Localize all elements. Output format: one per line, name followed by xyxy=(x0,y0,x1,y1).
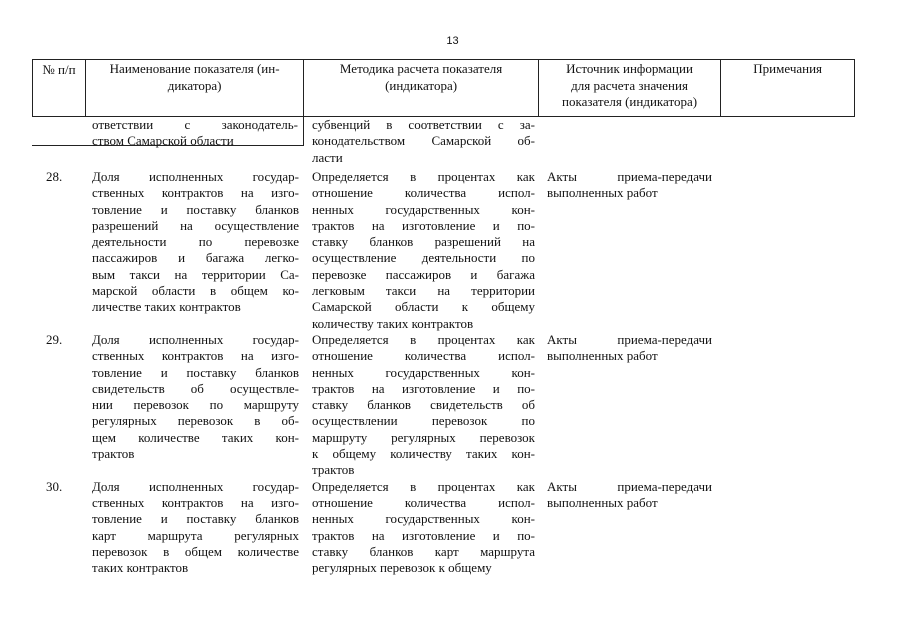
table-body xyxy=(32,117,855,576)
indicator-name-cell xyxy=(32,479,304,577)
continuation-method-line: ласти xyxy=(312,149,343,165)
method-line: количеству таких контрактов xyxy=(312,315,474,331)
method-line: осуществление деятельности по xyxy=(312,250,535,266)
source-line: выполненных работ xyxy=(547,494,658,510)
indicator-name-line: пассажиров и багажа легко- xyxy=(92,250,299,266)
continuation-source-cell xyxy=(539,117,722,169)
method-line: ненных государственных кон- xyxy=(312,201,535,217)
header-col-number xyxy=(33,60,86,116)
method-line: отношение количества испол- xyxy=(312,348,535,364)
header-name-line1: Наименование показателя (ин- xyxy=(109,61,280,76)
header-name-line2: дикатора) xyxy=(167,77,222,93)
continuation-notes-cell xyxy=(722,117,855,169)
indicator-name-line: регулярных перевозок в об- xyxy=(92,413,299,429)
method-cell xyxy=(304,169,539,332)
row-number: 30. xyxy=(46,478,63,494)
header-number-text: № п/п xyxy=(42,62,76,77)
continuation-method-line: конодательством Самарской об- xyxy=(312,133,535,149)
continuation-method-cell xyxy=(304,117,539,169)
source-line: выполненных работ xyxy=(547,348,658,364)
method-cell xyxy=(304,332,539,479)
header-col-source xyxy=(539,60,722,116)
table-row xyxy=(32,332,855,479)
method-line: легковым такси на территории xyxy=(312,283,535,299)
method-line: ставку бланков карт маршрута xyxy=(312,543,535,559)
method-line: маршруту регулярных перевозок xyxy=(312,429,535,445)
source-cell xyxy=(539,169,722,332)
indicator-name-line: щем количестве таких кон- xyxy=(92,429,299,445)
source-line: Акты приема-передачи xyxy=(547,478,712,494)
table-row xyxy=(32,479,855,577)
header-source-line1: Источник информации xyxy=(566,61,693,76)
method-line: к общему количеству таких кон- xyxy=(312,446,535,462)
header-col-name xyxy=(86,60,304,116)
header-col-notes xyxy=(721,60,854,116)
indicator-name-line: ственных контрактов на изго- xyxy=(92,494,299,510)
source-cell xyxy=(539,332,722,479)
table-row xyxy=(32,169,855,332)
header-source-line2: для расчета значения xyxy=(571,77,688,93)
continuation-name-cell xyxy=(32,117,304,149)
indicator-name-line: личестве таких контрактов xyxy=(92,299,241,315)
method-line: трактов на изготовление и по- xyxy=(312,527,535,543)
indicator-name-cell xyxy=(32,169,304,332)
source-line: Акты приема-передачи xyxy=(547,331,712,347)
method-line: ненных государственных кон- xyxy=(312,364,535,380)
indicator-name-line: товление и поставку бланков xyxy=(92,511,299,527)
indicator-name-line: Доля исполненных государ- xyxy=(92,169,299,184)
row-number: 29. xyxy=(46,331,63,347)
continuation-row xyxy=(32,117,855,169)
method-line: трактов на изготовление и по- xyxy=(312,380,535,396)
indicator-name-line: вым такси на территории Са- xyxy=(92,266,299,282)
method-line: ставку бланков свидетельств об xyxy=(312,397,535,413)
indicator-name-line: товление и поставку бланков xyxy=(92,364,299,380)
notes-cell xyxy=(722,332,855,479)
continuation-name-line: ством Самарской области xyxy=(92,133,234,149)
indicator-name-line: трактов xyxy=(92,446,135,462)
method-line: ставку бланков разрешений на xyxy=(312,234,535,250)
page-number: 13 xyxy=(446,35,459,47)
indicator-name-line: разрешений на осуществление xyxy=(92,217,299,233)
table-header xyxy=(32,59,855,117)
header-method-line1: Методика расчета показателя xyxy=(339,61,503,76)
method-line: трактов на изготовление и по- xyxy=(312,217,535,233)
method-line: Самарской области к общему xyxy=(312,299,535,315)
indicator-name-line: Доля исполненных государ- xyxy=(92,331,299,347)
continuation-name-line: ответствии с законодатель- xyxy=(92,117,298,132)
indicator-name-line: товление и поставку бланков xyxy=(92,201,299,217)
indicator-name-line: ственных контрактов на изго- xyxy=(92,185,299,201)
indicator-name-line: Доля исполненных государ- xyxy=(92,478,299,494)
notes-cell xyxy=(722,479,855,577)
header-notes-text: Примечания xyxy=(753,61,823,76)
header-source-line3: показателя (индикатора) xyxy=(562,94,698,109)
indicator-name-line: карт маршрута регулярных xyxy=(92,527,299,543)
source-cell xyxy=(539,479,722,577)
method-line: ненных государственных кон- xyxy=(312,511,535,527)
method-line: перевозке пассажиров и багажа xyxy=(312,266,535,282)
method-line: трактов xyxy=(312,462,355,478)
source-line: Акты приема-передачи xyxy=(547,169,712,184)
source-line: выполненных работ xyxy=(547,185,658,201)
row-number: 28. xyxy=(46,169,63,184)
method-line: отношение количества испол- xyxy=(312,185,535,201)
continuation-method-line: субвенций в соответствии с за- xyxy=(312,117,535,132)
indicator-name-line: нии перевозок по маршруту xyxy=(92,397,299,413)
indicator-name-cell xyxy=(32,332,304,479)
indicator-name-line: ственных контрактов на изго- xyxy=(92,348,299,364)
indicator-name-line: деятельности по перевозке xyxy=(92,234,299,250)
indicator-name-line: марской области в общем ко- xyxy=(92,283,299,299)
indicator-name-line: перевозок в общем количестве xyxy=(92,543,299,559)
method-line: регулярных перевозок к общему xyxy=(312,560,492,576)
method-cell xyxy=(304,479,539,577)
header-method-line2: (индикатора) xyxy=(385,77,458,93)
indicator-name-line: свидетельств об осуществле- xyxy=(92,380,299,396)
notes-cell xyxy=(722,169,855,332)
method-line: осуществлении перевозок по xyxy=(312,413,535,429)
method-line: Определяется в процентах как xyxy=(312,169,535,184)
method-line: Определяется в процентах как xyxy=(312,478,535,494)
header-col-method xyxy=(304,60,538,116)
method-line: отношение количества испол- xyxy=(312,494,535,510)
indicator-name-line: таких контрактов xyxy=(92,560,189,576)
method-line: Определяется в процентах как xyxy=(312,331,535,347)
